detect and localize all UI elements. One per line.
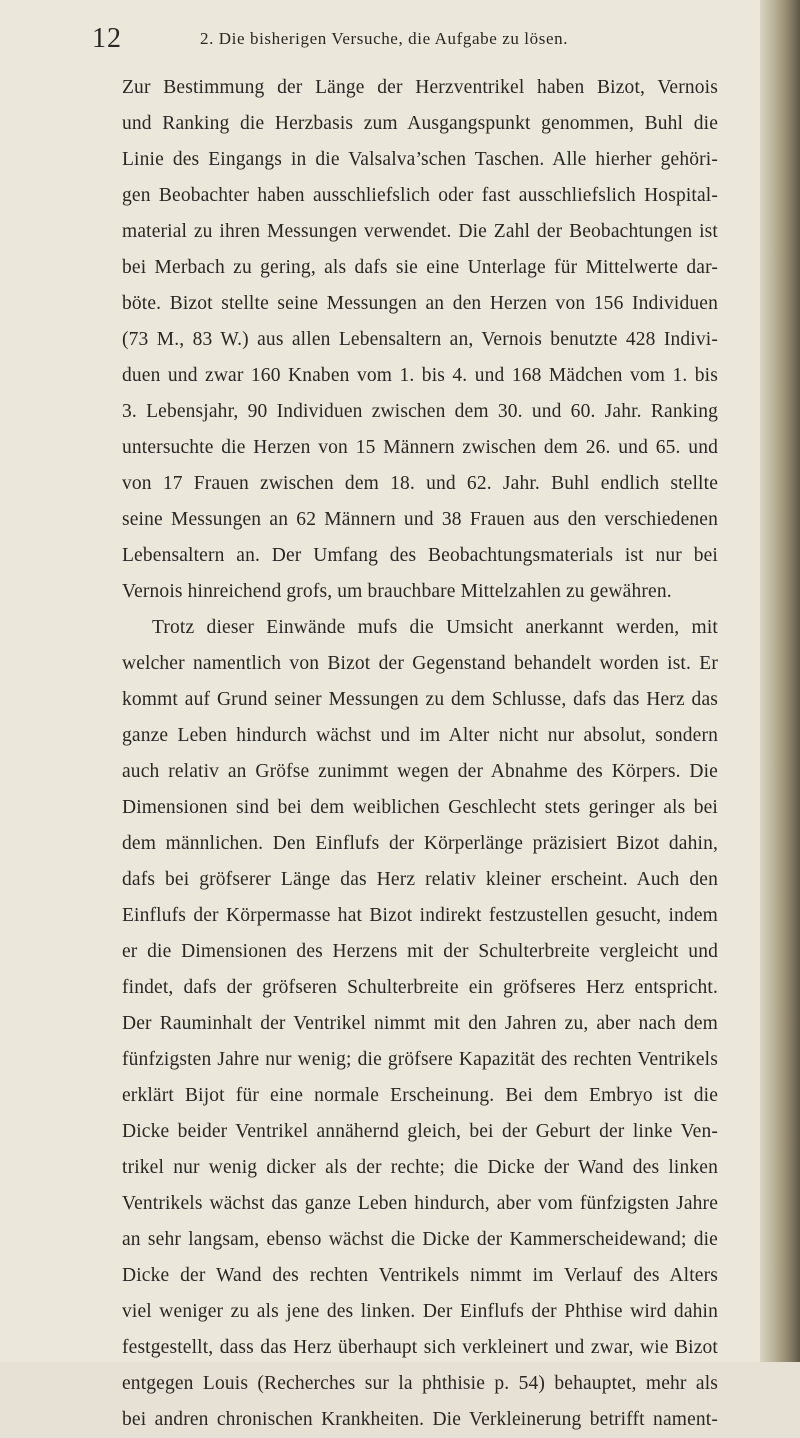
text-line: bei andren chronischen Krankheiten. Die Verkleinerung betrifft nament- [122, 1409, 718, 1430]
text-line: gen Beobachter haben ausschliefslich oder fast ausschliefslich Hospital- [122, 185, 718, 206]
text-line: Dicke beider Ventrikel annähernd gleich, bei der Geburt der linke Ven- [122, 1121, 718, 1142]
running-head: 2. Die bisherigen Versuche, die Aufgabe zu lösen. [200, 29, 569, 48]
text-line: material zu ihren Messungen verwendet. Die Zahl der Beobachtungen ist [122, 221, 718, 242]
text-line: Ventrikels wächst das ganze Leben hindurch, aber vom fünfzigsten Jahre [122, 1193, 718, 1214]
text-line: Trotz dieser Einwände mufs die Umsicht anerkannt werden, mit [152, 617, 718, 638]
page-header [92, 22, 722, 56]
text-line: (73 M., 83 W.) aus allen Lebensaltern an, Vernois benutzte 428 Indivi- [122, 329, 718, 350]
text-line: seine Messungen an 62 Männern und 38 Frauen aus den verschiedenen [122, 509, 718, 530]
text-line: von 17 Frauen zwischen dem 18. und 62. Jahr. Buhl endlich stellte [122, 473, 718, 494]
text-line: er die Dimensionen des Herzens mit der Schulterbreite vergleicht und [122, 941, 718, 962]
text-line: Der Rauminhalt der Ventrikel nimmt mit den Jahren zu, aber nach dem [122, 1013, 718, 1034]
text-line: Lebensaltern an. Der Umfang des Beobachtungsmaterials ist nur bei [122, 545, 718, 566]
text-line: Dicke der Wand des rechten Ventrikels nimmt im Verlauf des Alters [122, 1265, 718, 1286]
text-line: Vernois hinreichend grofs, um brauchbare Mittelzahlen zu gewähren. [122, 581, 672, 602]
text-line: bei Merbach zu gering, als dafs sie eine Unterlage für Mittelwerte dar- [122, 257, 718, 278]
text-line: Einflufs der Körpermasse hat Bizot indirekt festzustellen gesucht, indem [122, 905, 718, 926]
page-number: 12 [92, 23, 122, 54]
text-line: untersuchte die Herzen von 15 Männern zwischen dem 26. und 65. und [122, 437, 718, 458]
text-line: Zur Bestimmung der Länge der Herzventrikel haben Bizot, Vernois [122, 77, 718, 98]
text-line: fünfzigsten Jahre nur wenig; die gröfsere Kapazität des rechten Ventrikels [122, 1049, 718, 1070]
text-line: auch relativ an Gröfse zunimmt wegen der Abnahme des Körpers. Die [122, 761, 718, 782]
text-line: Dimensionen sind bei dem weiblichen Geschlecht stets geringer als bei [122, 797, 718, 818]
text-line: findet, dafs der gröfseren Schulterbreite ein gröfseres Herz entspricht. [122, 977, 718, 998]
text-line: entgegen Louis (Recherches sur la phthisie p. 54) behauptet, mehr als [122, 1373, 718, 1394]
text-line: welcher namentlich von Bizot der Gegenstand behandelt worden ist. Er [122, 653, 718, 674]
text-line: und Ranking die Herzbasis zum Ausgangspunkt genommen, Buhl die [122, 113, 718, 134]
text-line: viel weniger zu als jene des linken. Der Einflufs der Phthise wird dahin [122, 1301, 718, 1322]
text-line: ganze Leben hindurch wächst und im Alter nicht nur absolut, sondern [122, 725, 718, 746]
text-line: dafs bei gröfserer Länge das Herz relativ kleiner erscheint. Auch den [122, 869, 718, 890]
text-line: Linie des Eingangs in die Valsalva’schen Taschen. Alle hierher gehöri- [122, 149, 718, 170]
text-line: kommt auf Grund seiner Messungen zu dem Schlusse, dafs das Herz das [122, 689, 718, 710]
text-line: erklärt Bijot für eine normale Erscheinung. Bei dem Embryo ist die [122, 1085, 718, 1106]
text-line: böte. Bizot stellte seine Messungen an den Herzen von 156 Individuen [122, 293, 718, 314]
text-line: an sehr langsam, ebenso wächst die Dicke der Kammerscheidewand; die [122, 1229, 718, 1250]
body-text [122, 70, 718, 1438]
text-line: dem männlichen. Den Einflufs der Körperlänge präzisiert Bizot dahin, [122, 833, 718, 854]
book-binding-edge [760, 0, 800, 1362]
text-line: duen und zwar 160 Knaben vom 1. bis 4. und 168 Mädchen vom 1. bis [122, 365, 718, 386]
text-line: trikel nur wenig dicker als der rechte; die Dicke der Wand des linken [122, 1157, 718, 1178]
text-line: 3. Lebensjahr, 90 Individuen zwischen dem 30. und 60. Jahr. Ranking [122, 401, 718, 422]
text-line: festgestellt, dass das Herz überhaupt sich verkleinert und zwar, wie Bizot [122, 1337, 718, 1358]
